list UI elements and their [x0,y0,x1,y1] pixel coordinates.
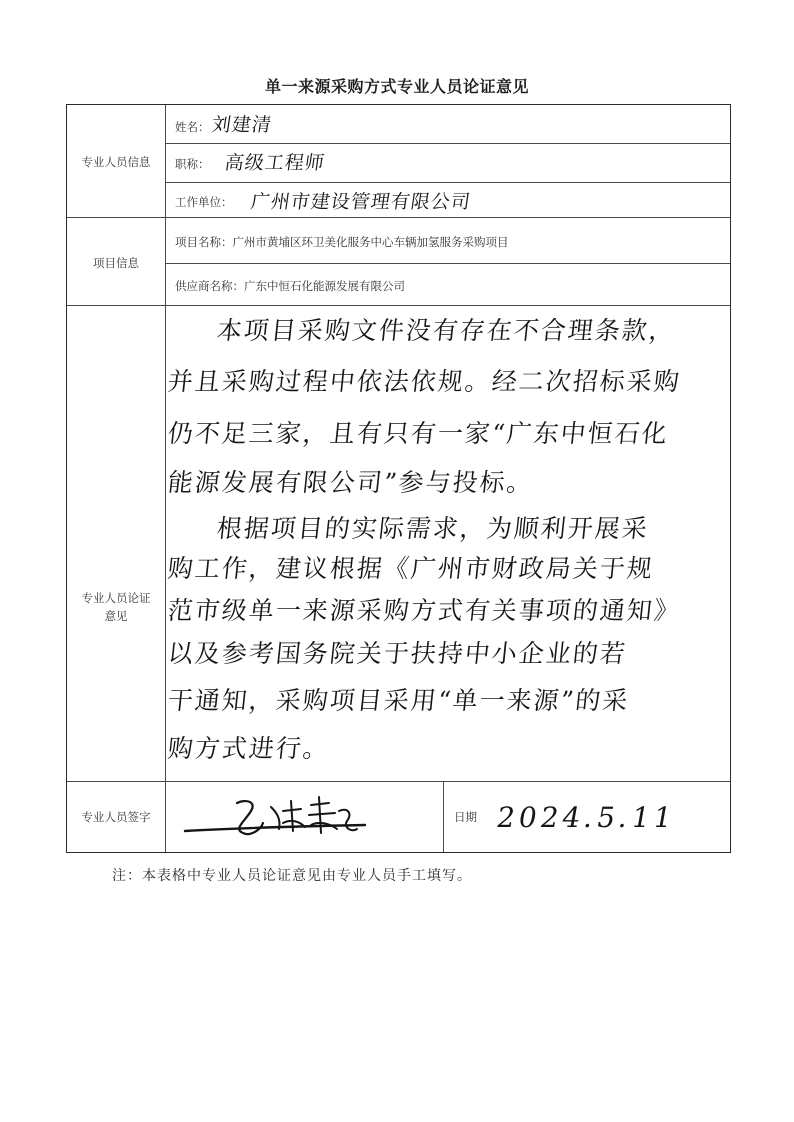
handwritten-signature [179,789,379,849]
section-divider [67,781,730,782]
opinion-line: 能源发展有限公司”参与投标。 [166,468,536,497]
employer-label: 工作单位： [175,195,233,209]
opinion-line: 干通知，采购项目采用“单一来源”的采 [166,686,631,715]
supplier-name: 供应商名称：广东中恒石化能源发展有限公司 [175,279,405,293]
section-divider [67,217,730,218]
row-divider [165,263,730,264]
expert-info-label: 专业人员信息 [81,155,151,169]
title-value: 高级工程师 [223,152,327,174]
title-label: 职称： [175,157,210,171]
opinion-label: 专业人员论证 意见 [81,591,151,623]
opinion-line: 购方式进行。 [166,734,332,763]
form-footnote: 注：本表格中专业人员论证意见由专业人员手工填写。 [112,868,472,884]
opinion-line: 本项目采购文件没有存在不合理条款， [215,316,678,345]
opinion-line: 购工作，建议根据《广州市财政局关于规 [166,554,656,583]
column-divider [443,781,444,852]
column-divider [165,105,166,852]
opinion-line: 仍不足三家，且有只有一家“广东中恒石化 [166,419,671,448]
date-value: 2024.5.11 [494,801,679,834]
signature-label: 专业人员签字 [81,810,151,824]
row-divider [165,143,730,144]
opinion-line: 以及参考国务院关于扶持中小企业的若 [166,639,629,668]
name-value: 刘建清 [210,114,274,136]
date-label: 日期 [454,810,477,824]
employer-value: 广州市建设管理有限公司 [249,191,473,213]
section-divider [67,305,730,306]
opinion-line: 根据项目的实际需求，为顺利开展采 [215,514,651,543]
project-info-label: 项目信息 [93,256,139,270]
opinion-line: 范市级单一来源采购方式有关事项的通知》 [166,596,683,625]
row-divider [165,182,730,183]
opinion-form-table [66,104,731,853]
opinion-line: 并且采购过程中依法依规。经二次招标采购 [166,367,683,396]
name-label: 姓名： [175,120,210,134]
project-name: 项目名称：广州市黄埔区环卫美化服务中心车辆加氢服务采购项目 [175,235,509,249]
document-title: 单一来源采购方式专业人员论证意见 [264,77,529,96]
